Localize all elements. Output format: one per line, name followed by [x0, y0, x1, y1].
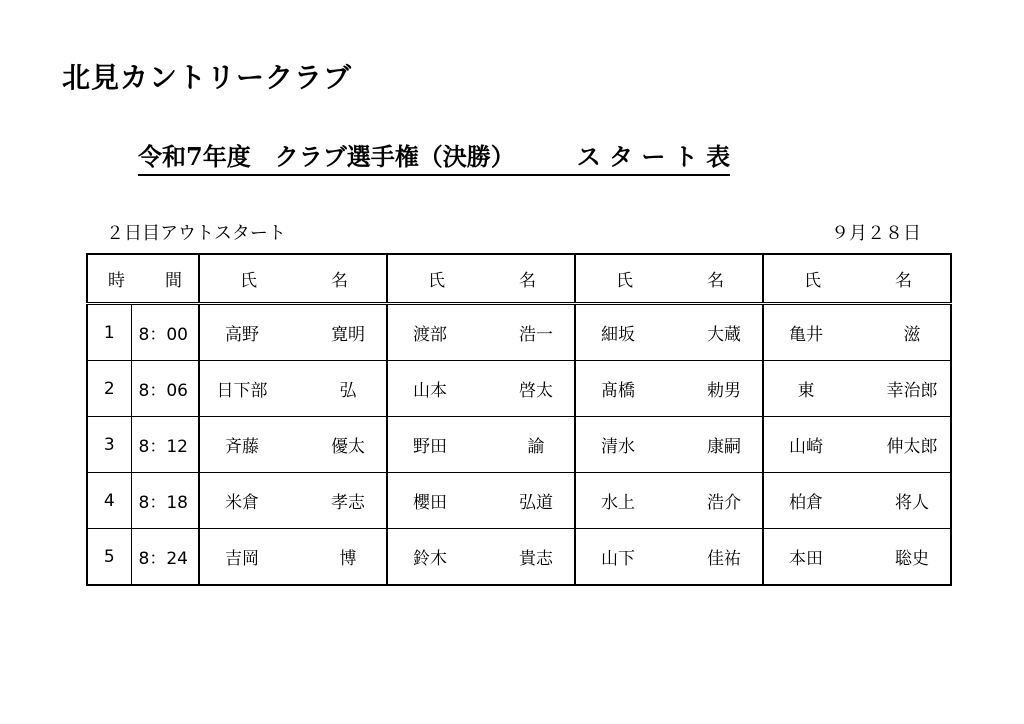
round-subtitle: ２日目アウトスタート: [106, 223, 286, 244]
player-surname: 鈴木: [413, 549, 447, 569]
player-cell: [199, 529, 387, 586]
player-cell: [575, 361, 763, 417]
player-given-name: 寛明: [331, 325, 365, 345]
player-given-name: 滋: [903, 325, 921, 345]
player-surname: 髙橋: [601, 381, 635, 401]
player-surname: 細坂: [601, 325, 635, 345]
table-row: [87, 304, 951, 361]
player-given-name: 啓太: [519, 381, 553, 401]
player-given-name: 諭: [527, 437, 545, 457]
club-name: 北見カントリークラブ: [62, 61, 353, 94]
player-given-name: 優太: [331, 437, 365, 457]
player-given-name: 貴志: [519, 549, 553, 569]
group-number: 3: [87, 417, 131, 473]
player-cell: [199, 361, 387, 417]
player-given-name: 博: [339, 549, 357, 569]
player-surname: 水上: [601, 493, 635, 513]
group-number: 1: [87, 304, 131, 361]
start-table: [86, 253, 952, 586]
player-cell: [763, 529, 951, 586]
player-given-name: 浩介: [707, 493, 741, 513]
player-given-name: 佳祐: [707, 549, 741, 569]
player-given-name: 勅男: [707, 381, 741, 401]
player-cell: [387, 473, 575, 529]
player-surname: 山本: [413, 381, 447, 401]
player-given-name: 大蔵: [707, 325, 741, 345]
player-cell: [763, 304, 951, 361]
player-given-name: 弘道: [519, 493, 553, 513]
table-row: [87, 361, 951, 417]
player-given-name: 浩一: [519, 325, 553, 345]
tee-time: 8：06: [131, 361, 199, 417]
player-given-name: 幸治郎: [886, 381, 938, 401]
player-cell: [387, 304, 575, 361]
player-cell: [575, 304, 763, 361]
title-main: 令和7年度 クラブ選手権（決勝）: [138, 142, 515, 171]
player-surname: 米倉: [225, 493, 259, 513]
player-given-name: 弘: [339, 381, 357, 401]
table-row: [87, 417, 951, 473]
player-surname: 清水: [601, 437, 635, 457]
player-given-name: 伸太郎: [886, 437, 938, 457]
header-name-4: 氏 名: [763, 254, 951, 304]
tee-time: 8：00: [131, 304, 199, 361]
player-cell: [387, 361, 575, 417]
player-cell: [199, 473, 387, 529]
document-title: [138, 142, 730, 176]
player-given-name: 康嗣: [707, 437, 741, 457]
player-surname: 本田: [789, 549, 823, 569]
player-surname: 亀井: [789, 325, 823, 345]
player-surname: 斉藤: [225, 437, 259, 457]
player-cell: [763, 473, 951, 529]
player-cell: [575, 529, 763, 586]
player-surname: 高野: [225, 325, 259, 345]
player-cell: [575, 473, 763, 529]
header-name-2: 氏 名: [387, 254, 575, 304]
player-surname: 柏倉: [789, 493, 823, 513]
table-header-row: [87, 254, 951, 304]
player-cell: [199, 417, 387, 473]
group-number: 2: [87, 361, 131, 417]
player-surname: 吉岡: [225, 549, 259, 569]
header-name-1: 氏 名: [199, 254, 387, 304]
header-name-3: 氏 名: [575, 254, 763, 304]
player-cell: [763, 417, 951, 473]
group-number: 5: [87, 529, 131, 586]
table-row: [87, 473, 951, 529]
player-surname: 渡部: [413, 325, 447, 345]
tee-time: 8：24: [131, 529, 199, 586]
player-surname: 山下: [601, 549, 635, 569]
table-row: [87, 529, 951, 586]
player-given-name: 孝志: [331, 493, 365, 513]
header-time: 時 間: [87, 254, 199, 304]
player-surname: 櫻田: [413, 493, 447, 513]
player-given-name: 聡史: [895, 549, 929, 569]
tee-time: 8：12: [131, 417, 199, 473]
player-surname: 日下部: [216, 381, 268, 401]
player-cell: [387, 529, 575, 586]
player-surname: 野田: [413, 437, 447, 457]
event-date: ９月２８日: [831, 223, 921, 244]
player-surname: 山崎: [789, 437, 823, 457]
player-cell: [199, 304, 387, 361]
player-given-name: 将人: [895, 493, 929, 513]
group-number: 4: [87, 473, 131, 529]
player-cell: [387, 417, 575, 473]
player-cell: [575, 417, 763, 473]
tee-time: 8：18: [131, 473, 199, 529]
title-start-table: ス タ ー ト 表: [576, 142, 731, 171]
player-surname: 東: [797, 381, 815, 401]
player-cell: [763, 361, 951, 417]
